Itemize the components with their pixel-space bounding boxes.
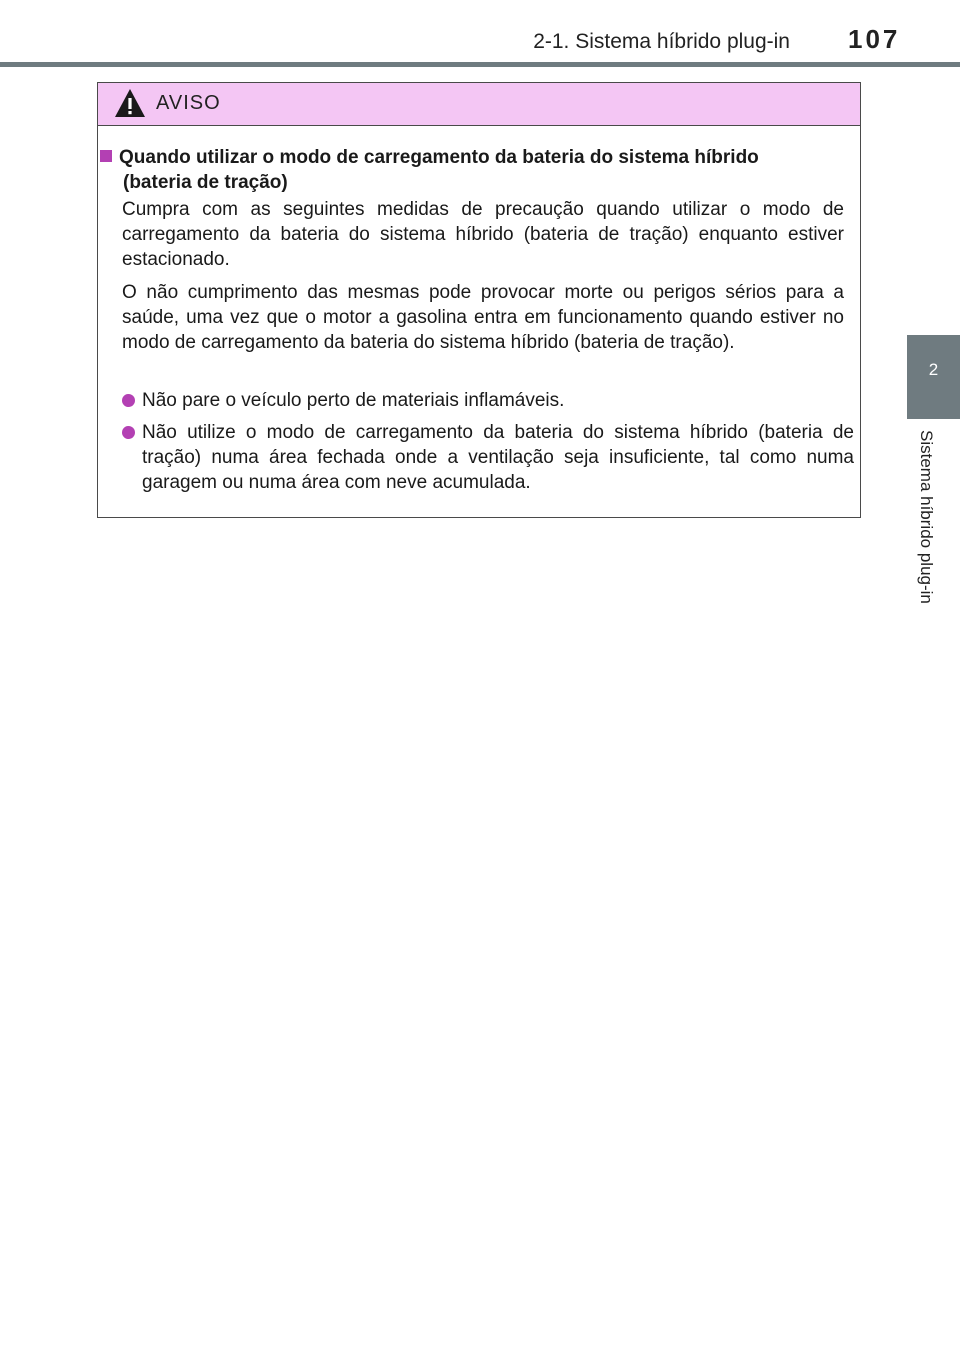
chapter-tab-number: 2: [928, 360, 939, 379]
warning-item-title-line1: Quando utilizar o modo de carregamento da bateria do sistema híbrido: [119, 147, 759, 168]
warning-bullet-text: Não pare o veículo perto de materiais inflamáveis.: [142, 390, 565, 411]
square-bullet-icon: [100, 150, 112, 162]
round-bullet-icon: [122, 394, 135, 407]
warning-bullet-item: [122, 388, 854, 413]
round-bullet-icon: [122, 426, 135, 439]
warning-header: [98, 83, 860, 126]
warning-bullet-text: Não utilize o modo de carregamento da bateria do sistema híbrido (bateria de tração) numa área fechada onde a ventilação seja insuficiente, tal como numa garagem ou numa área com neve acumulada.: [142, 422, 854, 493]
chapter-tab-label: Sistema híbrido plug-in: [917, 430, 936, 604]
warning-paragraph: Cumpra com as seguintes medidas de precaução quando utilizar o modo de carregamento da bateria do sistema híbrido (bateria de tração) enquanto estiver estacionado.: [122, 199, 844, 270]
header-divider: [0, 62, 960, 67]
warning-triangle-icon: [114, 88, 146, 118]
warning-item-title-line2: (bateria de tração): [123, 172, 288, 193]
warning-bullet-item: [122, 420, 854, 495]
warning-box: [97, 82, 861, 518]
page-number: 107: [848, 24, 901, 54]
warning-item-title: [100, 145, 856, 195]
section-title: 2-1. Sistema híbrido plug-in: [533, 30, 790, 53]
warning-paragraph: O não cumprimento das mesmas pode provocar morte ou perigos sérios para a saúde, uma vez que o motor a gasolina entra em funcionamento quando estiver no modo de carregamento da bateria do sistema híbrido (bateria de tração).: [122, 282, 844, 353]
warning-title: AVISO: [156, 92, 221, 114]
